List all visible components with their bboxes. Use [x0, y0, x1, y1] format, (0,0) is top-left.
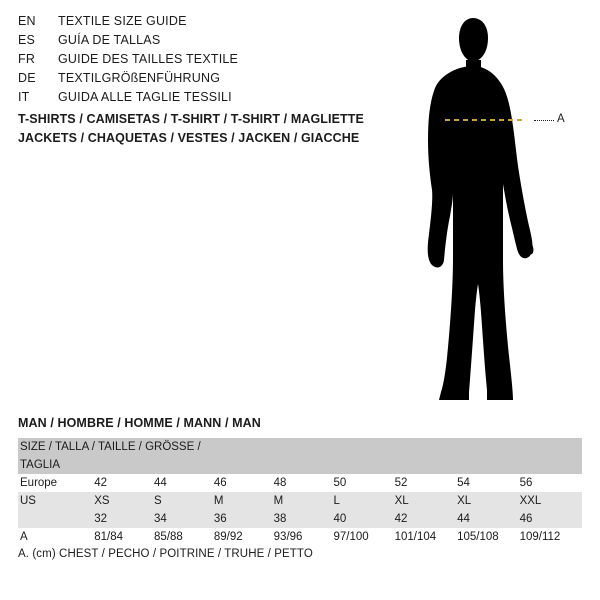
table-row	[18, 510, 582, 528]
cell-us-4: L	[333, 492, 394, 510]
cell-a-7: 109/112	[520, 528, 582, 546]
category-tshirts: T-SHIRTS / CAMISETAS / T-SHIRT / T-SHIRT / MAGLIETTE	[18, 112, 364, 126]
measure-label-a: A	[557, 113, 566, 125]
cell-usnum-5: 42	[395, 510, 457, 528]
table-row	[18, 492, 582, 510]
cell-a-1: 85/88	[154, 528, 214, 546]
row-label-us: US	[18, 492, 94, 510]
cell-europe-0: 42	[94, 474, 154, 492]
language-code-es: ES	[18, 33, 36, 47]
cell-a-4: 97/100	[333, 528, 394, 546]
cell-usnum-7: 46	[520, 510, 582, 528]
cell-europe-5: 52	[395, 474, 457, 492]
language-row-de	[18, 71, 418, 90]
table-header-row	[18, 438, 582, 474]
cell-us-2: M	[214, 492, 274, 510]
language-code-fr: FR	[18, 52, 36, 66]
cell-usnum-4: 40	[333, 510, 394, 528]
male-figure-illustration	[395, 8, 600, 408]
cell-a-5: 101/104	[395, 528, 457, 546]
cell-us-7: XXL	[520, 492, 582, 510]
cell-a-0: 81/84	[94, 528, 154, 546]
cell-usnum-6: 44	[457, 510, 519, 528]
row-label-a: A	[18, 528, 94, 546]
cell-europe-1: 44	[154, 474, 214, 492]
measure-leader-line	[534, 120, 554, 121]
cell-usnum-1: 34	[154, 510, 214, 528]
table-header-label: SIZE / TALLA / TAILLE / GRÖSSE / TAGLIA	[18, 438, 214, 474]
row-label-us-numeric	[18, 510, 94, 528]
language-code-de: DE	[18, 71, 36, 85]
language-text-de: TEXTILGRÖßENFÜHRUNG	[58, 71, 221, 85]
cell-us-3: M	[274, 492, 334, 510]
category-list	[18, 110, 458, 148]
cell-a-2: 89/92	[214, 528, 274, 546]
language-text-en: TEXTILE SIZE GUIDE	[58, 14, 187, 28]
language-code-en: EN	[18, 14, 36, 28]
cell-usnum-0: 32	[94, 510, 154, 528]
cell-usnum-2: 36	[214, 510, 274, 528]
cell-a-6: 105/108	[457, 528, 519, 546]
cell-europe-2: 46	[214, 474, 274, 492]
table-row	[18, 528, 582, 546]
cell-us-5: XL	[395, 492, 457, 510]
cell-europe-6: 54	[457, 474, 519, 492]
cell-usnum-3: 38	[274, 510, 334, 528]
language-text-es: GUÍA DE TALLAS	[58, 33, 161, 47]
category-jackets: JACKETS / CHAQUETAS / VESTES / JACKEN / GIACCHE	[18, 131, 360, 145]
footnote-chest: A. (cm) CHEST / PECHO / POITRINE / TRUHE / PETTO	[18, 548, 313, 560]
row-label-europe: Europe	[18, 474, 94, 492]
language-code-it: IT	[18, 90, 30, 104]
cell-europe-4: 50	[333, 474, 394, 492]
language-row-it	[18, 90, 418, 109]
cell-us-1: S	[154, 492, 214, 510]
table-row	[18, 474, 582, 492]
size-table	[18, 438, 582, 546]
language-text-fr: GUIDE DES TAILLES TEXTILE	[58, 52, 239, 66]
language-row-en	[18, 14, 418, 33]
male-silhouette-icon	[395, 8, 600, 408]
language-row-fr	[18, 52, 418, 71]
cell-us-0: XS	[94, 492, 154, 510]
cell-europe-7: 56	[520, 474, 582, 492]
table-title-man: MAN / HOMBRE / HOMME / MANN / MAN	[18, 416, 261, 430]
language-row-es	[18, 33, 418, 52]
cell-a-3: 93/96	[274, 528, 334, 546]
language-list	[18, 14, 418, 109]
language-text-it: GUIDA ALLE TAGLIE TESSILI	[58, 90, 232, 104]
cell-us-6: XL	[457, 492, 519, 510]
cell-europe-3: 48	[274, 474, 334, 492]
